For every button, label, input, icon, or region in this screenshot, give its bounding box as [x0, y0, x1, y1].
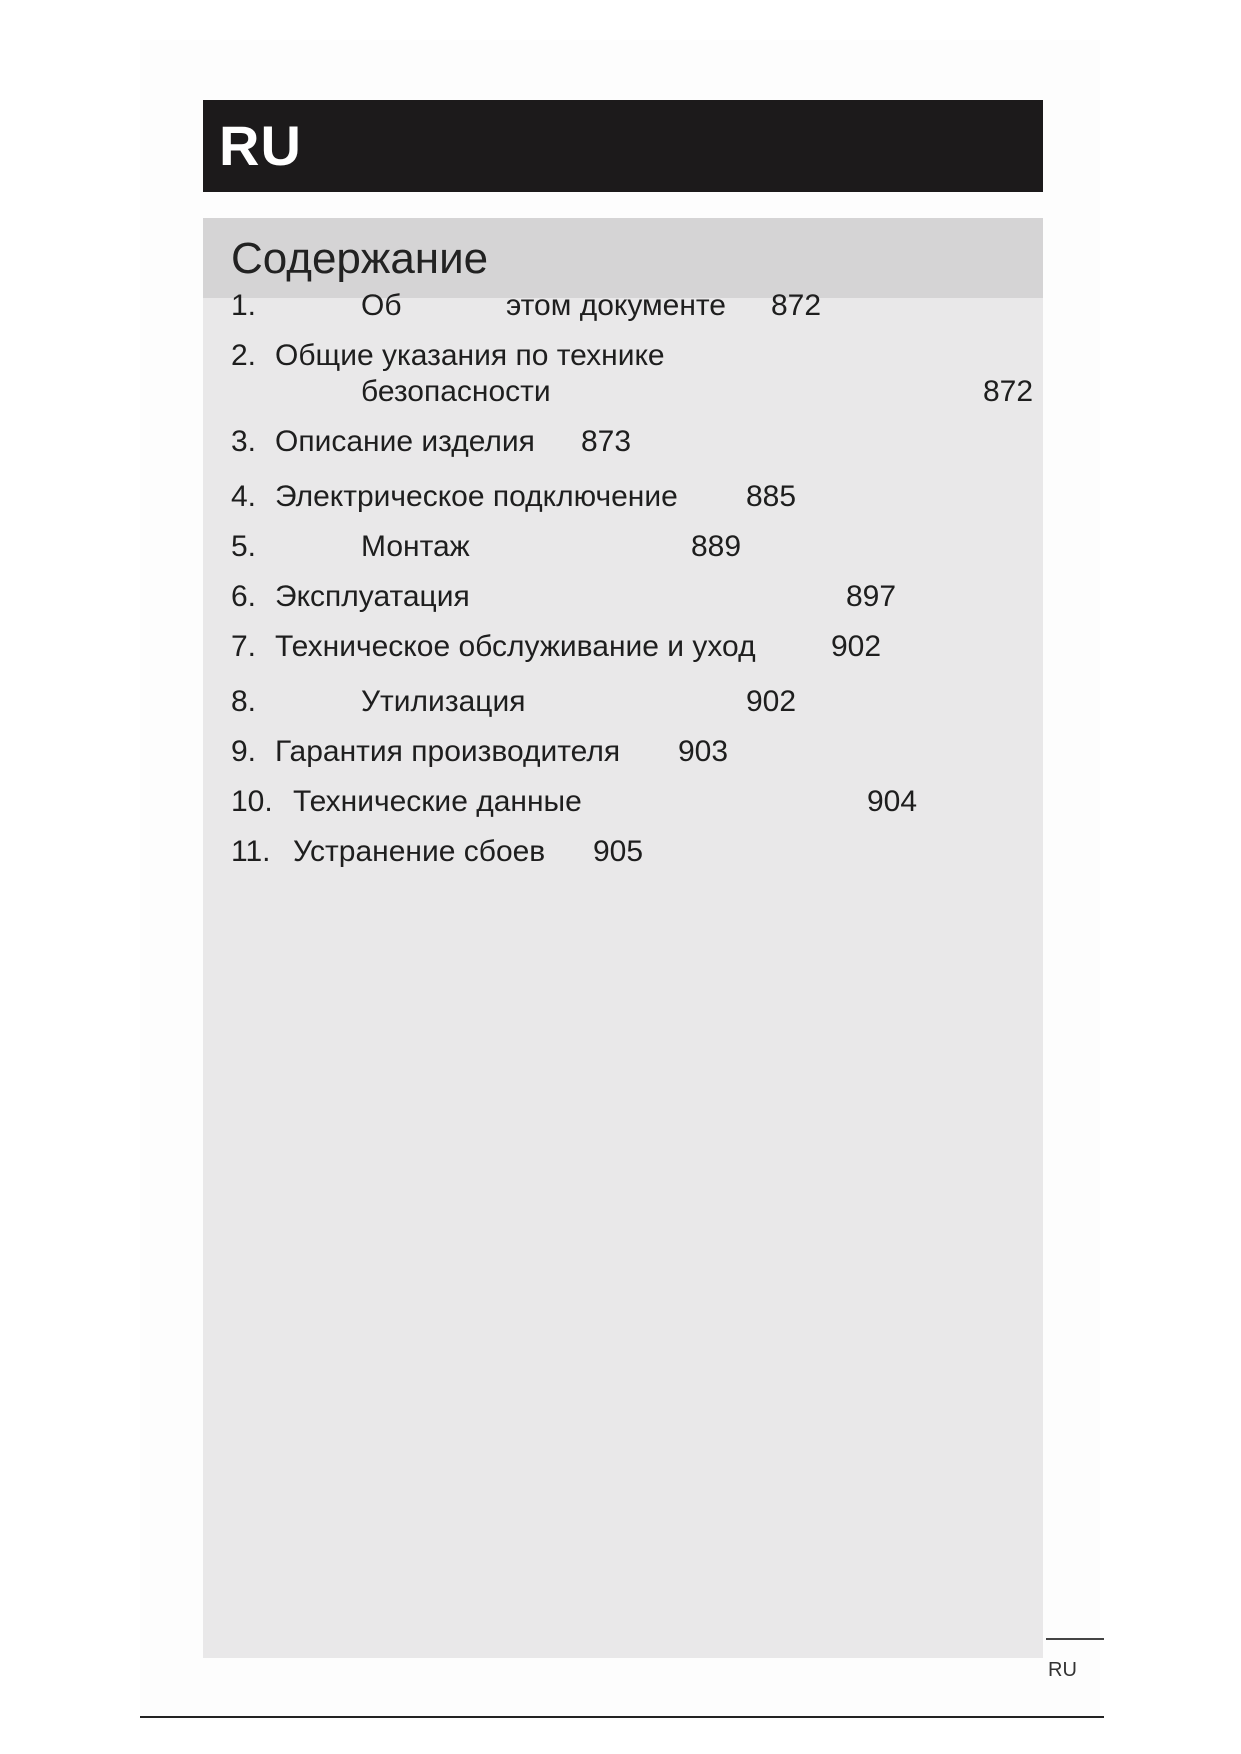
toc-entry-number: 10. [231, 785, 273, 818]
toc-entry-number: 5. [231, 530, 257, 563]
toc-entry-page: 902 [831, 630, 882, 663]
toc-entry-number: 3. [231, 425, 257, 458]
toc-entry-title-cont: безопасности [361, 375, 551, 408]
toc-entry-number: 6. [231, 580, 257, 613]
footer-divider-short [1046, 1638, 1104, 1640]
toc-entry-title-cont: этом документе [506, 289, 726, 322]
toc-entry-title: Технические данные [293, 785, 582, 818]
toc-entry-page: 904 [867, 785, 918, 818]
toc-entry-page: 902 [746, 685, 797, 718]
toc-entry-number: 11. [231, 835, 271, 868]
toc-entry-page: 872 [983, 375, 1034, 408]
toc-entry-page: 872 [771, 289, 822, 322]
toc-entry-title: Эксплуатация [275, 580, 470, 613]
toc-entry-title: Описание изделия [275, 425, 535, 458]
toc-entry-title: Гарантия производителя [275, 735, 621, 768]
toc-entry-number: 1. [231, 289, 257, 322]
language-code-heading: RU [219, 114, 302, 177]
toc-entry-title: Техническое обслуживание и уход [275, 630, 756, 663]
toc-list [203, 218, 1043, 1658]
table-of-contents [203, 218, 1043, 1658]
toc-entry-title: Общие указания по технике [275, 339, 665, 372]
toc-title: Содержание [231, 234, 489, 283]
toc-entry-page: 905 [593, 835, 644, 868]
footer-language-code: RU [1048, 1659, 1077, 1681]
toc-entry-number: 8. [231, 685, 257, 718]
toc-entry-page: 897 [846, 580, 897, 613]
toc-entry-number: 9. [231, 735, 257, 768]
toc-entry-title: Утилизация [361, 685, 526, 718]
toc-entry-page: 885 [746, 480, 797, 513]
language-header-band [203, 100, 1043, 192]
toc-entry-number: 2. [231, 339, 257, 372]
toc-entry-number: 7. [231, 630, 257, 663]
toc-entry-title: Об [361, 289, 402, 322]
toc-entry-title: Электрическое подключение [275, 480, 678, 513]
toc-entry-number: 4. [231, 480, 257, 513]
toc-entry-title: Устранение сбоев [293, 835, 546, 868]
toc-entry-page: 889 [691, 530, 742, 563]
toc-entry-page: 873 [581, 425, 632, 458]
footer-divider-long [140, 1716, 1104, 1718]
toc-entry-page: 903 [678, 735, 729, 768]
toc-entry-title: Монтаж [361, 530, 470, 563]
